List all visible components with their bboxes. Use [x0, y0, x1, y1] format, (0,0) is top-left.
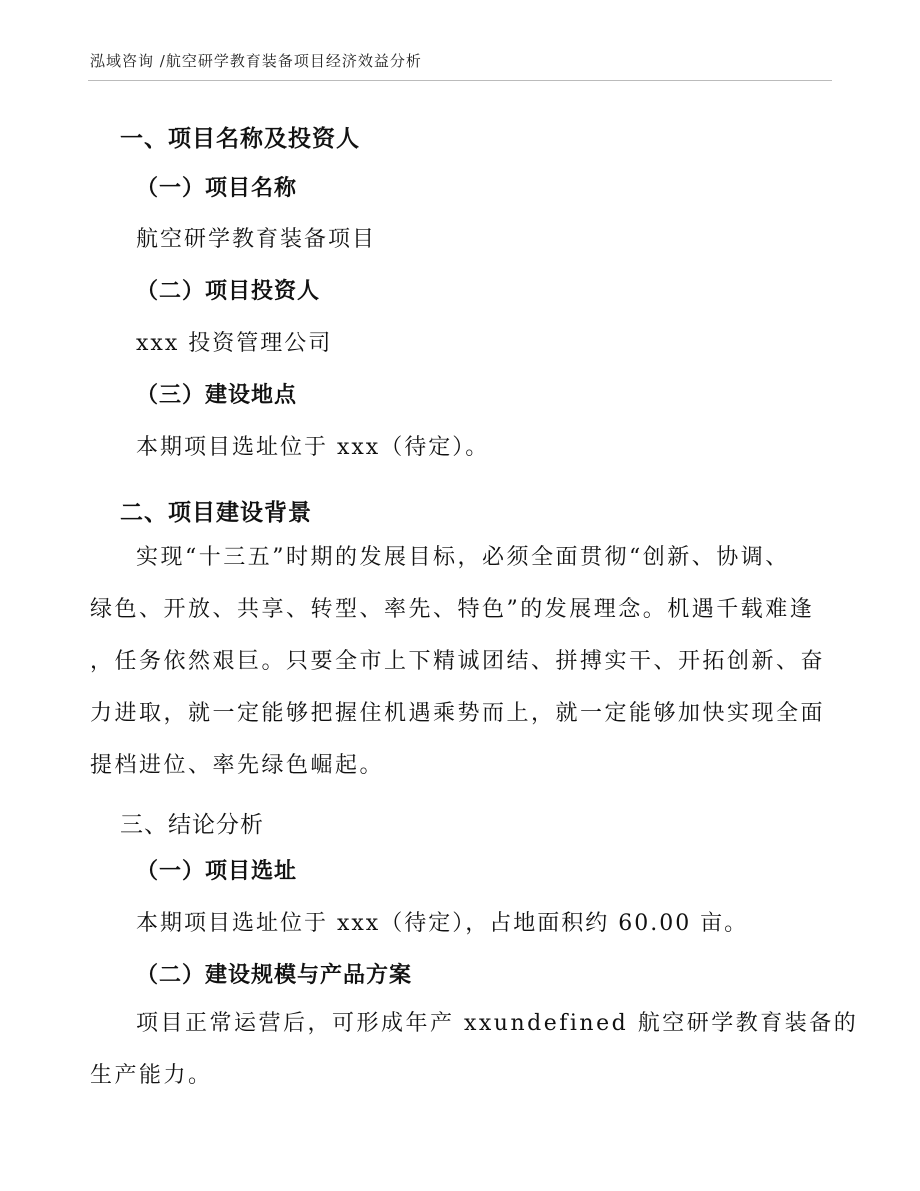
paragraph-line: 项目正常运营后，可形成年产 xxundefined 航空研学教育装备的 [136, 1011, 859, 1036]
paragraph-line: 实现“十三五”时期的发展目标，必须全面贯彻“创新、协调、 [136, 545, 790, 570]
section-3-heading: 三、结论分析 [120, 812, 264, 838]
header-rule [88, 80, 832, 81]
scale-paragraph [90, 998, 859, 1102]
paragraph-line: ，任务依然艰巨。只要全市上下精诚团结、拼搏实干、开拓创新、奋 [90, 649, 826, 674]
paragraph-line: 提档进位、率先绿色崛起。 [90, 753, 385, 778]
section-1-sub-3-heading: （三）建设地点 [136, 382, 298, 408]
section-1-heading: 一、项目名称及投资人 [120, 125, 360, 152]
paragraph-line: 绿色、开放、共享、转型、率先、特色”的发展理念。机遇千载难逢 [90, 597, 815, 622]
running-header: 泓域咨询 /航空研学教育装备项目经济效益分析 [90, 52, 422, 70]
section-3-sub-1-heading: （一）项目选址 [136, 858, 298, 884]
background-paragraph [90, 532, 830, 792]
project-name-text: 航空研学教育装备项目 [136, 227, 377, 252]
section-1-sub-1-heading: （一）项目名称 [136, 175, 298, 201]
investor-text: xxx 投资管理公司 [136, 331, 333, 356]
paragraph-line: 力进取，就一定能够把握住机遇乘势而上，就一定能够加快实现全面 [90, 701, 826, 726]
section-3-sub-2-heading: （二）建设规模与产品方案 [136, 962, 413, 988]
section-2-heading: 二、项目建设背景 [120, 499, 312, 526]
section-1-sub-2-heading: （二）项目投资人 [136, 278, 321, 304]
paragraph-line: 生产能力。 [90, 1063, 213, 1088]
site-text: 本期项目选址位于 xxx（待定），占地面积约 60.00 亩。 [136, 911, 749, 936]
location-text: 本期项目选址位于 xxx（待定）。 [136, 435, 490, 460]
